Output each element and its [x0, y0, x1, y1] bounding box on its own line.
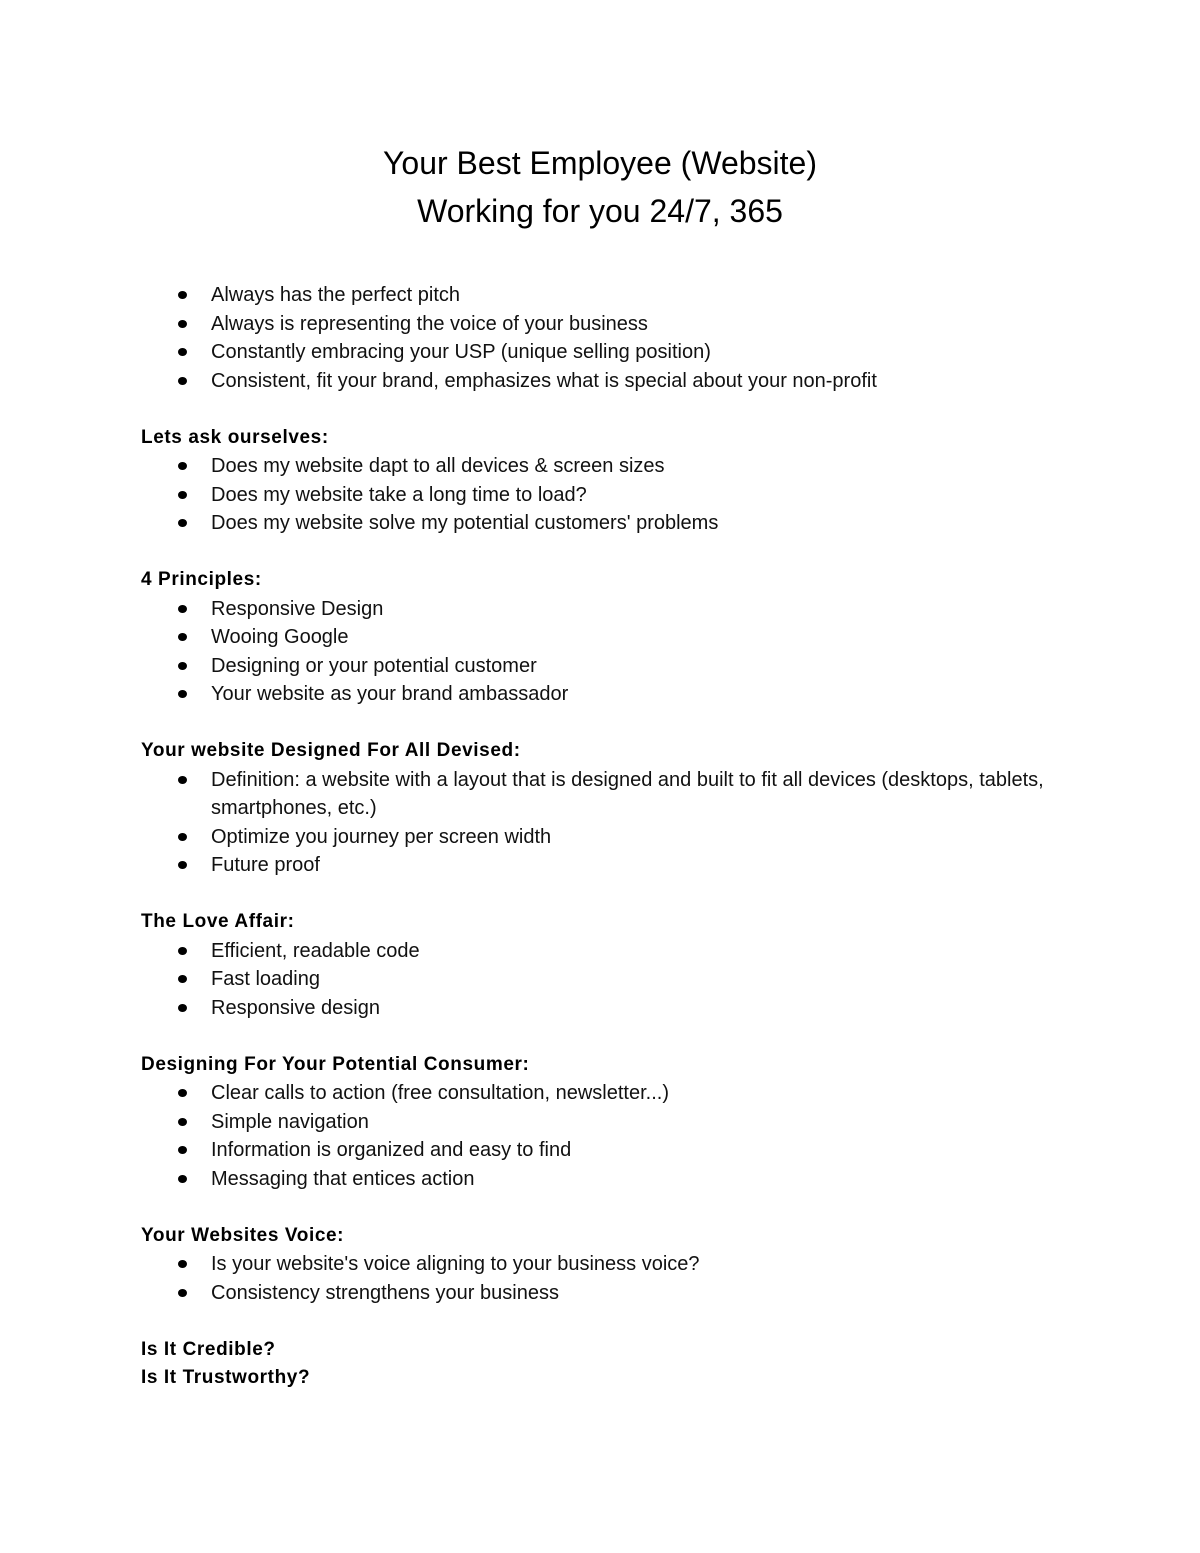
list-item	[141, 509, 1061, 538]
list-item-text: Is your website's voice aligning to your business voice?	[211, 1253, 700, 1275]
list-item-text: Your website as your brand ambassador	[211, 683, 569, 705]
list-item	[141, 1079, 1061, 1108]
bullet-icon	[178, 1175, 187, 1183]
list-item	[141, 452, 1061, 481]
list-item-text: Fast loading	[211, 968, 320, 990]
list-item	[141, 481, 1061, 510]
list-item	[141, 367, 1061, 396]
section-bullet-list	[141, 452, 1061, 538]
section-bullet-list	[141, 1079, 1061, 1193]
list-item	[141, 851, 1061, 880]
list-item-text: Optimize you journey per screen width	[211, 825, 552, 848]
list-item-text: Responsive Design	[211, 597, 384, 620]
list-item-text: Always has the perfect pitch	[211, 284, 461, 306]
list-item	[141, 766, 1061, 823]
title-line-2: Working for you 24/7, 365	[417, 193, 783, 229]
section-heading: Your Websites Voice:	[141, 1224, 345, 1246]
bullet-icon	[178, 377, 187, 385]
list-item-text: Does my website take a long time to load?	[211, 483, 587, 506]
list-item-text: Efficient, readable code	[211, 939, 420, 962]
list-item	[141, 1165, 1061, 1194]
intro-bullet-list	[141, 281, 1061, 395]
bullet-icon	[178, 776, 187, 784]
list-item-text: Messaging that entices action	[211, 1167, 475, 1190]
list-item-text: Wooing Google	[211, 626, 349, 648]
section-heading: Designing For Your Potential Consumer:	[141, 1053, 530, 1075]
bullet-icon	[178, 320, 187, 328]
list-item-text: Constantly embracing your USP (unique selling position)	[211, 341, 711, 363]
list-item	[141, 652, 1061, 681]
bullet-icon	[178, 462, 187, 470]
list-item-text: Consistency strengthens your business	[211, 1281, 559, 1304]
list-item	[141, 680, 1061, 709]
section-heading: The Love Affair:	[141, 911, 295, 932]
list-item-text: Definition: a website with a layout that is designed and built to fit all devices (desktops, tablets, smartphones, etc.)	[211, 768, 1044, 819]
list-item-text: Responsive design	[211, 996, 380, 1019]
title-line-1: Your Best Employee (Website)	[383, 145, 817, 181]
list-item	[141, 994, 1061, 1023]
list-item-text: Does my website solve my potential customers' problems	[211, 512, 719, 534]
bullet-icon	[178, 1089, 187, 1097]
list-item	[141, 823, 1061, 852]
list-item-text: Simple navigation	[211, 1110, 369, 1133]
list-item	[141, 965, 1061, 994]
intro-section	[141, 281, 1061, 395]
bullet-icon	[178, 1118, 187, 1126]
list-item-text: Consistent, fit your brand, emphasizes what is special about your non-profit	[211, 369, 877, 392]
bullet-icon	[178, 348, 187, 356]
section-bullet-list	[141, 595, 1061, 709]
document-body	[141, 281, 1061, 1421]
list-item	[141, 1108, 1061, 1137]
section-heading: 4 Principles:	[141, 569, 262, 590]
section-love-affair	[141, 908, 1061, 1022]
list-item	[141, 937, 1061, 966]
list-item	[141, 1279, 1061, 1308]
section-designed-for-all-devices	[141, 737, 1061, 880]
closing-question-trustworthy: Is It Trustworthy?	[141, 1367, 311, 1388]
section-potential-consumer	[141, 1051, 1061, 1194]
list-item	[141, 281, 1061, 310]
list-item-text: Always is representing the voice of your business	[211, 312, 648, 335]
list-item	[141, 1250, 1061, 1279]
closing-question-credible: Is It Credible?	[141, 1338, 276, 1360]
bullet-icon	[178, 633, 187, 641]
section-bullet-list	[141, 937, 1061, 1023]
bullet-icon	[178, 861, 187, 869]
bullet-icon	[178, 519, 187, 527]
closing-section	[141, 1336, 1061, 1393]
list-item-text: Does my website dapt to all devices & screen sizes	[211, 455, 665, 477]
document-title	[0, 139, 1200, 235]
bullet-icon	[178, 1004, 187, 1012]
bullet-icon	[178, 1289, 187, 1297]
bullet-icon	[178, 291, 187, 299]
list-item	[141, 595, 1061, 624]
section-heading: Your website Designed For All Devised:	[141, 740, 521, 761]
section-lets-ask-ourselves	[141, 424, 1061, 538]
list-item	[141, 338, 1061, 367]
bullet-icon	[178, 833, 187, 841]
bullet-icon	[178, 1146, 187, 1154]
section-bullet-list	[141, 766, 1061, 880]
section-heading: Lets ask ourselves:	[141, 426, 329, 448]
bullet-icon	[178, 690, 187, 698]
bullet-icon	[178, 491, 187, 499]
section-websites-voice	[141, 1222, 1061, 1308]
section-4-principles	[141, 566, 1061, 709]
bullet-icon	[178, 947, 187, 955]
bullet-icon	[178, 662, 187, 670]
list-item-text: Information is organized and easy to find	[211, 1139, 572, 1161]
list-item	[141, 310, 1061, 339]
list-item-text: Clear calls to action (free consultation, newsletter...)	[211, 1082, 669, 1104]
list-item-text: Future proof	[211, 854, 320, 876]
list-item-text: Designing or your potential customer	[211, 654, 537, 677]
bullet-icon	[178, 975, 187, 983]
bullet-icon	[178, 605, 187, 613]
list-item	[141, 623, 1061, 652]
section-bullet-list	[141, 1250, 1061, 1307]
bullet-icon	[178, 1260, 187, 1268]
list-item	[141, 1136, 1061, 1165]
